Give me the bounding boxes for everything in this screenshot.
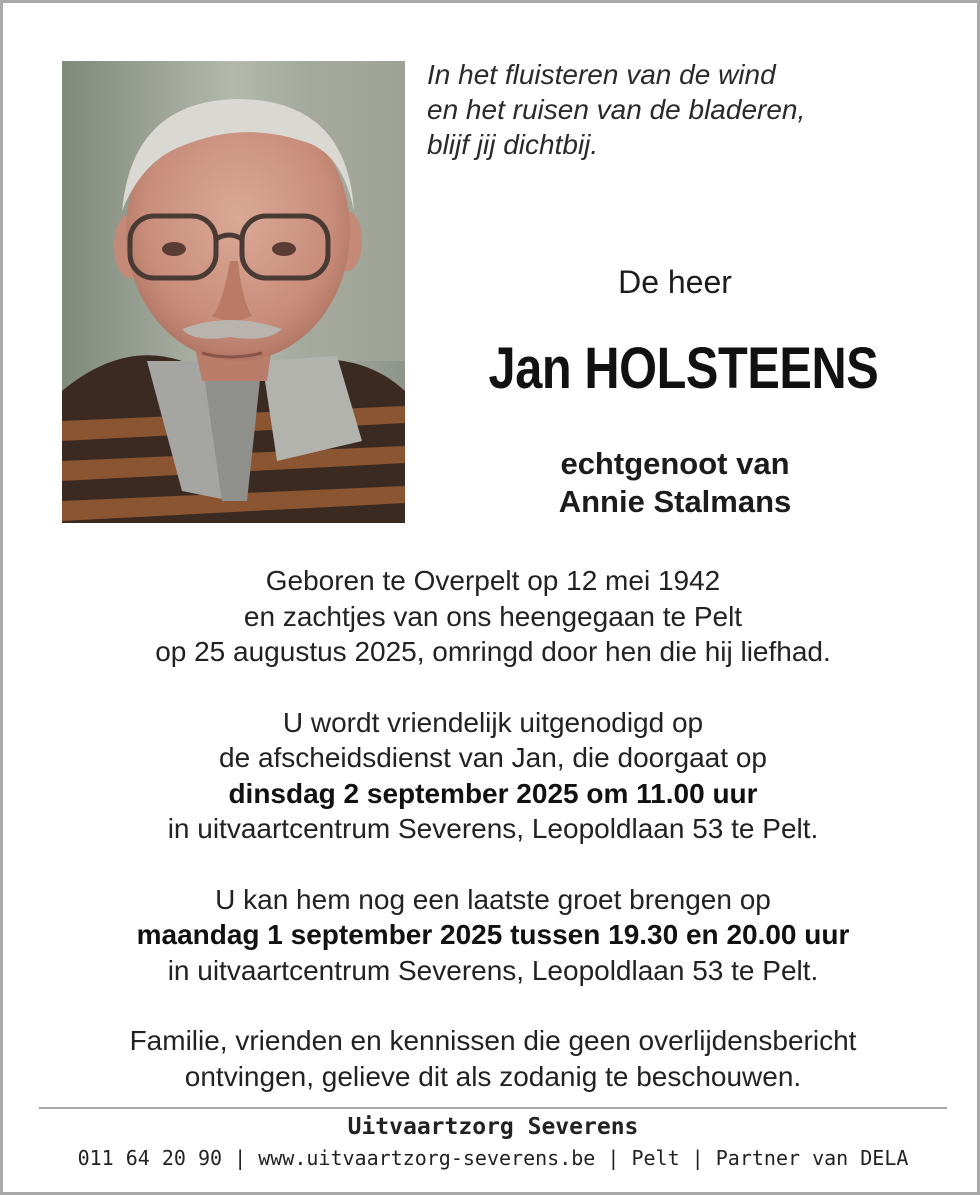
poem [427,57,947,162]
notice-paragraph [23,1023,963,1094]
ceremony-datetime: dinsdag 2 september 2025 om 11.00 uur [228,777,758,809]
text-line: ontvingen, gelieve dit als zodanig te beschouwen. [184,1060,802,1092]
visitation-datetime: maandag 1 september 2025 tussen 19.30 en 20.00 uur [136,919,850,950]
text-line: de afscheidsdienst van Jan, die doorgaat op [219,742,767,773]
text-line: en zachtjes van ons heengegaan te Pelt [243,600,743,632]
text-line: Familie, vrienden en kennissen die geen overlijdensbericht [129,1025,857,1056]
spouse-name: Annie Stalmans [558,484,792,519]
visitation-paragraph [23,882,963,989]
footer-divider [39,1107,947,1109]
text-line: Geboren te Overpelt op 12 mei 1942 [265,565,721,596]
salutation: De heer [618,264,732,300]
portrait-photo [62,61,405,523]
announcement-body [23,563,963,1129]
funeral-company-name: Uitvaartzorg Severens [347,1114,639,1140]
text-line: op 25 augustus 2025, omringd door hen die hij liefhad. [155,636,831,667]
visitation-location: in uitvaartcentrum Severens, Leopoldlaan 53 te Pelt. [167,954,819,986]
spouse-relation: echtgenoot van [560,446,790,481]
funeral-company-contact: 011 64 20 90 | www.uitvaartzorg-severens.be | Pelt | Partner van DELA [77,1146,909,1170]
text-line: U kan hem nog een laatste groet brengen op [215,883,771,915]
birth-death-paragraph [23,563,963,670]
ceremony-paragraph [23,705,963,847]
poem-line: blijf jij dichtbij. [427,129,599,160]
poem-line: en het ruisen van de bladeren, [427,94,806,125]
deceased-name: Jan HOLSTEENS [488,336,879,401]
spouse-info [453,445,897,521]
ceremony-location: in uitvaartcentrum Severens, Leopoldlaan 53 te Pelt. [167,813,819,844]
portrait-illustration [62,61,405,523]
text-line: U wordt vriendelijk uitgenodigd op [282,706,704,738]
poem-line: In het fluisteren van de wind [427,59,776,90]
